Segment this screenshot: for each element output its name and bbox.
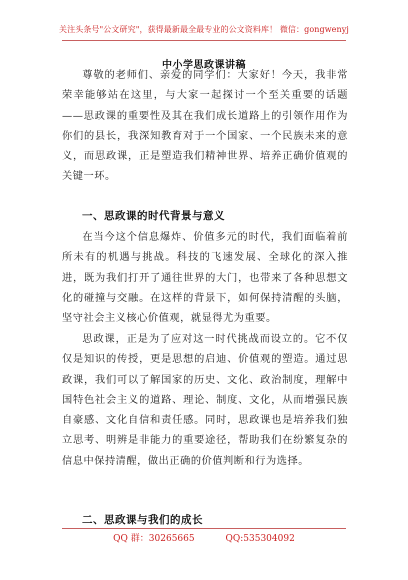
section-heading-2: 二、思政课与我们的成长 bbox=[82, 514, 203, 526]
qq-number-text: QQ:535304092 bbox=[225, 534, 295, 544]
intro-paragraph: 尊敬的老师们、亲爱的同学们：大家好！今天，我非常荣幸能够站在这里，与大家一起探讨一个至关重要的话题——思政课的重要性及其在我们成长道路上的引领作用作为你们的县长，我深知教育对于一个国家、一个民族未来的意义，而思政课，正是塑造我们精神世界、培养正确价值观的关键一环。 bbox=[62, 70, 348, 183]
qq-group-text: QQ 群：30265665 bbox=[113, 534, 195, 544]
header-banner: 关注头条号"公文研究"，获得最新最全最专业的公文资料库！ 微信：gongwenyj bbox=[59, 25, 349, 34]
section1-paragraph-2: 思政课，正是为了应对这一时代挑战而设立的。它不仅仅是知识的传授，更是思想的启迪、价值观的塑造。通过思政课，我们可以了解国家的历史、文化、政治制度，理解中国特色社会主义的道路、理论、制度、文化，从而增强民族自豪感、文化自信和责任感。同时，思政课也是培养我们独立思考、明辨是非能力的重要途径，帮助我们在纷繁复杂的信息中保持清醒，做出正确的价值判断和行为选择。 bbox=[62, 334, 348, 467]
section-heading-1: 一、思政课的时代背景与意义 bbox=[82, 210, 225, 222]
footer-divider bbox=[62, 528, 346, 529]
footer-contacts bbox=[0, 531, 408, 544]
header-divider bbox=[62, 40, 346, 41]
section1-paragraph-1: 在当今这个信息爆炸、价值多元的时代，我们面临着前所未有的机遇与挑战。科技的飞速发展、全球化的深入推进，既为我们打开了通往世界的大门，也带来了各种思想文化的碰撞与交融。在这样的背景下，如何保持清醒的头脑，坚守社会主义核心价值观，就显得尤为重要。 bbox=[62, 232, 348, 325]
document-title: 中小学思政课讲稿 bbox=[162, 60, 246, 71]
